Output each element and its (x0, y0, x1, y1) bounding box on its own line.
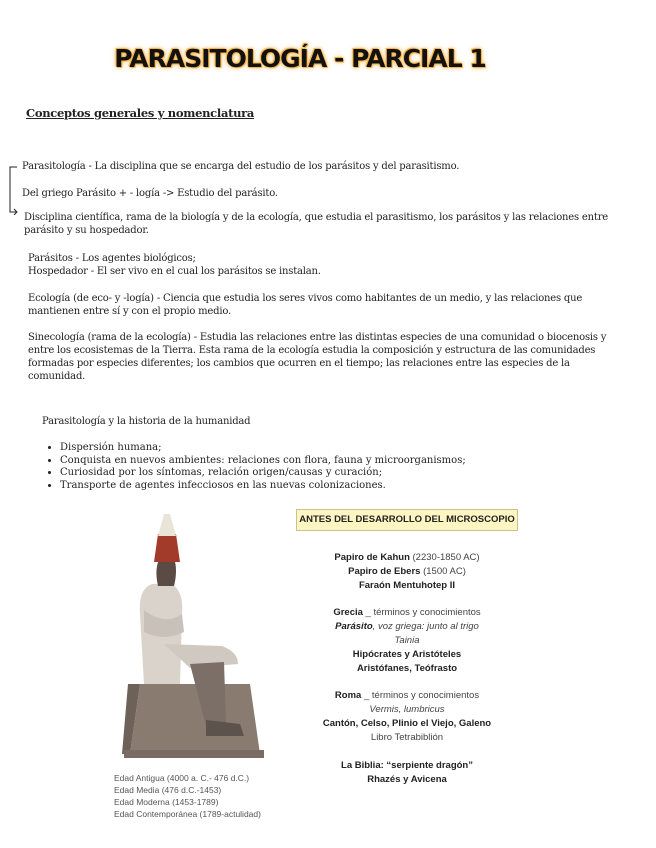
greece-authors-2: Aristófanes, Teófrasto (356, 663, 458, 674)
definition-ecologia: Ecología (de eco- y -logía) - Ciencia que estudia los seres vivos como habitantes de un medio, y las relaciones que mantienen entre sí y con el propio medio. (28, 293, 583, 317)
greece-authors-1: Hipócrates y Aristóteles (352, 649, 462, 660)
section-heading-history: Parasitología y la historia de la humanidad (42, 416, 251, 427)
source-kahun: Papiro de Kahun (2230-1850 AC) (334, 552, 480, 563)
pharaoh-statue-image (110, 514, 270, 760)
definition-parasitos: Parásitos - Los agentes biológicos; (28, 253, 196, 264)
section-heading-concepts: Conceptos generales y nomenclatura (26, 106, 255, 120)
rome-heading: Roma _ términos y conocimientos (334, 690, 480, 701)
rome-vermis: Vermis, lumbricus (369, 704, 445, 715)
source-pharaoh: Faraón Mentuhotep II (358, 580, 456, 591)
list-item: • Transporte de agentes infecciosos en las nuevas colonizaciones. (60, 480, 466, 493)
source-ebers: Papiro de Ebers (1500 AC) (348, 566, 466, 577)
list-item: • Dispersión humana; (60, 442, 466, 455)
list-item: Edad Contemporánea (1789-actulidad) (114, 809, 261, 819)
definition-sinecologia: Sinecología (rama de la ecología) - Estudia las relaciones entre las distintas especies de una comunidad o biocenosis y entre los ecosistemas de la Tierra. Esta rama de la ecología estudia la composición y estructura de las comunidades formadas por especies diferentes; los cambios que ocurren en el tiempo; las relaciones entre las especies de la comunidad. (28, 332, 607, 382)
era-highlight-label: ANTES DEL DESARROLLO DEL MICROSCOPIO (296, 509, 518, 531)
list-item: Edad Moderna (1453-1789) (114, 797, 219, 807)
greece-tainia: Tainia (394, 635, 420, 646)
bible-sources (300, 759, 514, 787)
list-item: Edad Antigua (4000 a. C.- 476 d.C.) (114, 773, 250, 783)
bible-serpent: La Biblia: “serpiente dragón” (341, 760, 473, 771)
greece-parasito: Parásito, voz griega: junto al trigo (335, 621, 479, 632)
definition-parasitologia: Parasitología - La disciplina que se encarga del estudio de los parásitos y del parasitismo. (22, 161, 460, 172)
historical-ages-list (114, 772, 261, 820)
greece-sources (300, 606, 514, 676)
history-bullet-list (40, 442, 466, 492)
list-item: • Conquista en nuevos ambientes: relaciones con flora, fauna y microorganismos; (60, 455, 466, 468)
greece-heading: Grecia _ términos y conocimientos (333, 607, 481, 618)
egypt-sources (300, 551, 514, 593)
definition-hospedador: Hospedador - El ser vivo en el cual los parásitos se instalan. (28, 266, 321, 277)
rome-authors: Cantón, Celso, Plinio el Viejo, Galeno (322, 718, 492, 729)
list-item: • Curiosidad por los síntomas, relación origen/causas y curación; (60, 467, 466, 480)
arab-authors: Rhazés y Avicena (367, 774, 447, 785)
rome-sources (300, 689, 514, 745)
definition-etymology: Del griego Parásito + - logía -> Estudio del parásito. (22, 188, 278, 199)
rome-book: Libro Tetrabiblión (370, 732, 444, 743)
bracket-arrow-icon (8, 165, 18, 215)
page-title: PARASITOLOGÍA - PARCIAL 1 (114, 44, 486, 73)
definition-scientific: Disciplina científica, rama de la biología y de la ecología, que estudia el parasitismo, los parásitos y las relaciones entre parásito y su hospedador. (24, 212, 609, 236)
list-item: Edad Media (476 d.C.-1453) (114, 785, 222, 795)
